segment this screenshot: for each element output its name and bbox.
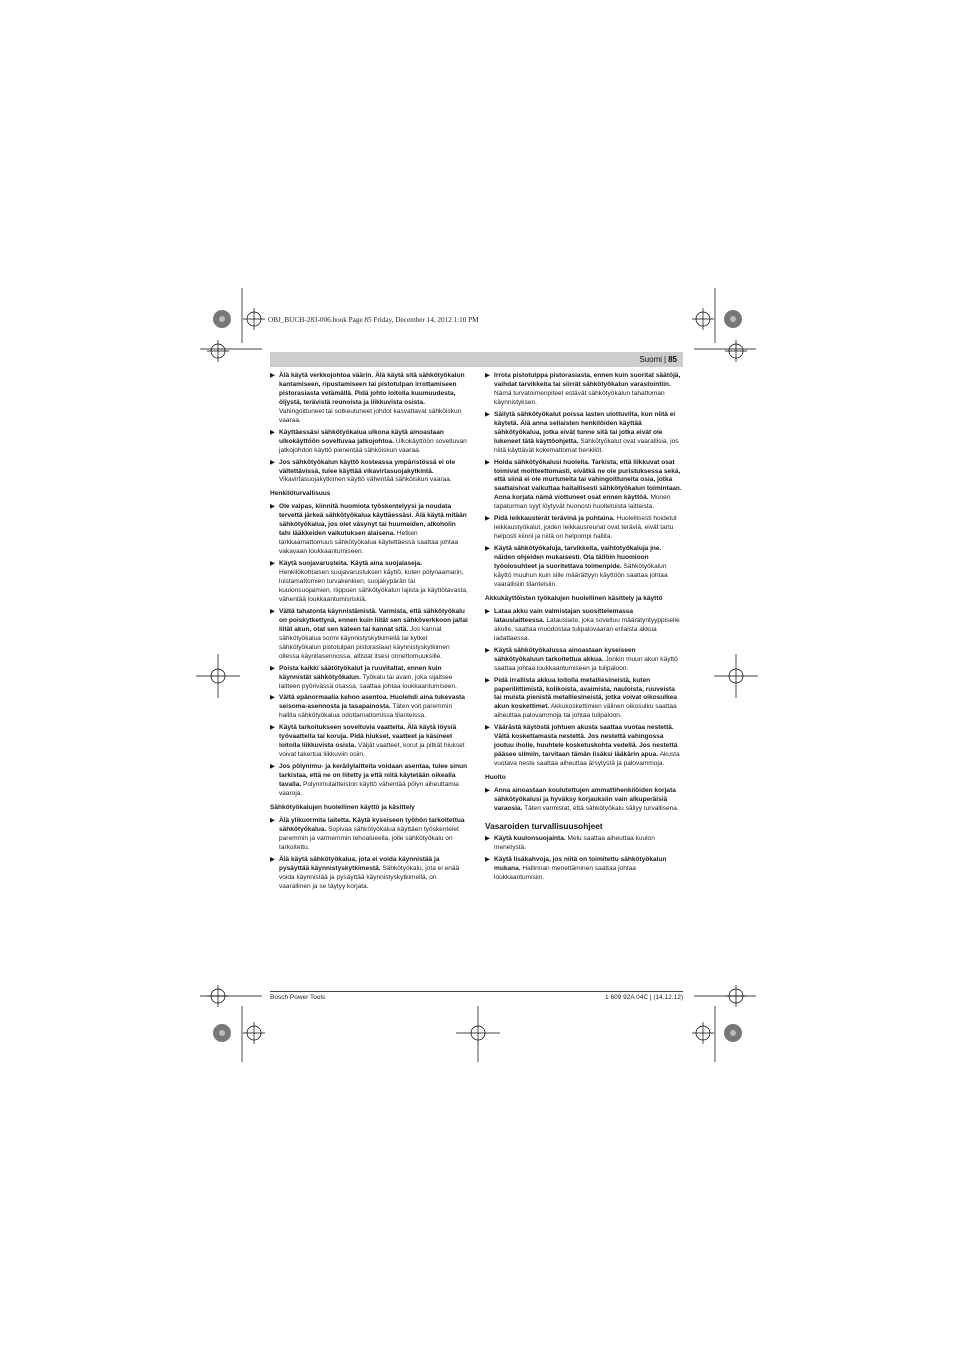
explanation-text: Sähkötyökalu, jota ei enää voida käynnistää ja pysäyttää käynnistyskytkimellä, on vaarallinen ja se täytyy korjata. (279, 864, 460, 890)
warning-text: Poista kaikki säätötyökalut ja ruuvitaltat, ennen kuin käynnistät sähkötyökalun. (279, 664, 442, 681)
warning-text: Älä käytä verkkojohtoa väärin. Älä käytä sitä sähkötyökalun kantamiseen, ripustamiseen tai pistotulpan irrottamiseen pistorasiasta vetämällä. Pidä johto loitolla kuumuudesta, öljystä, terävistä reunoista ja liikkuvista osista. (279, 372, 465, 406)
explanation-text: Täten voit paremmin hallita sähkötyökalua odottamattomissa tilanteissa. (279, 703, 453, 720)
warning-text: Käytä lisäkahvoja, jos niitä on toimitettu sähkötyökalun mukana. (494, 855, 667, 872)
warning-text: Säilytä sähkötyökalut poissa lasten ulottuvilta, kun niitä ei käytetä. Älä anna sellaisten henkilöiden käyttää sähkötyökalua, jotka eivät tunne sitä tai jotka eivät ole lukeneet tätä käyttöohjetta. (494, 410, 676, 445)
warning-text: Käytä kuulonsuojainta. (494, 834, 566, 842)
warning-text: Käyttäessäsi sähkötyökalua ulkona käytä ainoastaan ulkokäyttöön soveltuvaa jatkojohtoa. (279, 428, 444, 445)
list-item (270, 763, 468, 799)
bullet-arrow-icon: ▶ (270, 428, 275, 436)
header-text (639, 354, 677, 365)
list-item (485, 372, 683, 408)
left-column (270, 372, 468, 895)
footer-doc-number: 1 609 92A 04C | (14.12.12) (605, 994, 683, 1001)
bullet-arrow-icon: ▶ (270, 503, 275, 511)
list-item (485, 677, 683, 722)
list-item (485, 608, 683, 644)
footer-rule (270, 991, 683, 992)
list-item (485, 545, 683, 590)
bullet-arrow-icon: ▶ (270, 724, 275, 732)
explanation-text: Täten varmistat, että sähkötyökalu säilyy turvallisena. (522, 804, 679, 812)
explanation-text: Nämä turvatoimenpiteet estävät sähkötyökalun tahattoman käynnistyksen. (494, 389, 665, 406)
bullet-arrow-icon: ▶ (270, 372, 275, 379)
list-item (485, 459, 683, 513)
bullet-arrow-icon: ▶ (270, 694, 275, 702)
bullet-arrow-icon: ▶ (485, 646, 490, 654)
bullet-arrow-icon: ▶ (270, 816, 275, 824)
header-separator: | (664, 355, 667, 364)
list-item (270, 503, 468, 557)
bullet-arrow-icon: ▶ (485, 724, 490, 732)
list-item (270, 817, 468, 853)
explanation-text: Ulkokäyttöön soveltuvan jatkojohdon käyttö pienentää sähköiskun vaaraa. (279, 437, 467, 454)
explanation-text: Vikavirtasuojakytkimen käyttö vähentää sähköiskun vaaraa. (279, 476, 452, 484)
bullet-arrow-icon: ▶ (270, 607, 275, 615)
warning-text: Pidä irrallista akkua loitolla metalliesineistä, kuten paperiliittimistä, kolikoista, avaimista, nauloista, ruuveista tai muista pienistä metalliesineistä, jotka voivat oikosulkea akun koskettimet. (494, 676, 678, 711)
section-title-battery-tools: Akkukäyttöisten työkalujen huolellinen käsittely ja käyttö (485, 594, 663, 602)
bullet-arrow-icon: ▶ (270, 855, 275, 863)
tool-use-list (270, 817, 468, 892)
list-item (270, 429, 468, 456)
section-title-tool-use: Sähkötyökalujen huolellinen käyttö ja käsittely (270, 803, 415, 811)
warning-text: Hoida sähkötyökalusi huolella. Tarkista, että liikkuvat osat toimivat moitteettomasti, eivätkä ne ole puristuksessa sekä, että siinä ei ole murtuneita tai vahingoittuneita osia, jotka saattaisivat vaikuttaa haitallisesti sähkötyökalun toimintaan. Anna korjata nämä viottuneet osat ennen käyttöä. (494, 458, 682, 502)
service-list (485, 787, 683, 814)
explanation-text: Jonkin muun akun käyttö saattaa johtaa loukkaantumiseen ja tulipaloon. (494, 655, 678, 672)
explanation-text: Hetken tarkkaamattomuus sähkötyökalua käytettäessä saattaa johtaa vakavaan loukkaantumiseen. (279, 530, 459, 556)
list-item (270, 694, 468, 721)
list-item (485, 787, 683, 814)
page-number: 85 (668, 355, 677, 364)
warning-text: Anna ainoastaan koulutettujen ammattihenkilöiden korjata sähkötyökalusi ja hyväksy korjauksiin vain alkuperäisiä varaosia. (494, 787, 676, 812)
bullet-arrow-icon: ▶ (485, 855, 490, 863)
explanation-text: Huolellisesti hoidetut leikkaustyökalut, joiden leikkausreunat ovat teräviä, eivät tartu helposti kiinni ja niitä on helpompi hallita. (494, 515, 677, 541)
bullet-arrow-icon: ▶ (485, 545, 490, 553)
explanation-text: Vahingoittuneet tai sotkeutuneet johdot kasvattavat sähköiskun vaaraa. (279, 407, 462, 424)
bullet-arrow-icon: ▶ (485, 458, 490, 466)
warning-text: Väärästä käytöstä johtuen akusta saattaa vuotaa nestettä. Vältä koskettamasta nestettä. Jos nestettä vahingossa joutuu iholle, huuhtele kosketuskohta vedellä. Jos nestettä pääsee silmiin, tarvitaan tämän lisäksi lääkärin apua. (494, 724, 678, 759)
warning-text: Ole valpas, kiinnitä huomiota työskentelyysi ja noudata tervettä järkeä sähkötyökalua käyttäessäsi. Älä käytä mitään sähkötyökalua, jos olet väsynyt tai huumeiden, alkoholin tahi lääkkeiden vaikutuksen alaisena. (279, 503, 467, 538)
bullet-arrow-icon: ▶ (270, 763, 275, 771)
footer-brand: Bosch Power Tools (270, 994, 326, 1001)
personal-safety-list (270, 503, 468, 799)
explanation-text: Melu saattaa aiheuttaa kuulon menetystä. (494, 834, 655, 851)
warning-text: Käytä sähkötyökalussa ainoastaan kyseiseen sähkötyökaluun tarkoitettua akkua. (494, 646, 636, 663)
explanation-text: Monen tapaturman syyt löytyvät huonosti huoltetuista laitteista. (494, 494, 671, 511)
warning-text: Lataa akku vain valmistajan suosittelemassa latauslaitteessa. (494, 607, 634, 624)
bullet-arrow-icon: ▶ (485, 676, 490, 684)
list-item (485, 647, 683, 674)
list-item (270, 560, 468, 605)
warning-text: Käytä suojavarusteita. Käytä aina suojalaseja. (279, 560, 423, 568)
battery-tools-list (485, 608, 683, 769)
list-item (270, 608, 468, 662)
list-item (485, 856, 683, 883)
print-slug: OBJ_BUCH-283-006.book Page 85 Friday, December 14, 2012 1:10 PM (268, 316, 479, 324)
section-title-personal-safety: Henkilöturvallisuus (270, 490, 331, 498)
warning-text: Älä käytä sähkötyökalua, jota ei voida käynnistää ja pysäyttää käynnistyskytkimestä. (279, 855, 440, 872)
warning-text: Irrota pistotulppa pistorasiasta, ennen kuin suoritat säätöjä, vaihdat tarvikkeita tai siirrät sähkötyökalun varastointiin. (494, 372, 681, 388)
explanation-text: Jos kannat sähkötyökalua sormi käynnistyskytkimellä tai kytket sähkötyökalun pistotulpan pistorasiaan käynnistyskytkimen ollessa käyntiasennossa, altistat itsesi onnettomuuksille. (279, 625, 450, 660)
section-title-hammer-safety: Vasaroiden turvallisuusohjeet (485, 820, 603, 831)
warning-text: Vältä tahatonta käynnistämistä. Varmista, että sähkötyökalu on poiskytkettynä, ennen kuin liität sen sähköverkkoon ja/tai liität akun, otat sen käteen tai kannat sitä. (279, 607, 468, 633)
hammer-safety-list (485, 835, 683, 883)
explanation-text: Polynimulaitteiston käyttö vähentää pölyn aiheuttamia vaaroja. (279, 781, 459, 797)
right-column (485, 372, 683, 886)
list-item (485, 515, 683, 542)
explanation-text: Akusta vuotava neste saattaa aiheuttaa ärsytystä ja palovammoja. (494, 751, 680, 768)
explanation-text: Väljät vaatteet, korut ja pitkät hiukset voivat takertua liikkuviin osiin. (279, 742, 465, 759)
warning-text: Jos sähkötyökalun käyttö kosteassa ympäristössä ei ole vältettävissä, tulee käyttää vikavirtasuojakytkintä. (279, 458, 456, 475)
left-intro-list (270, 372, 468, 485)
list-item (485, 724, 683, 769)
section-title-service: Huolto (485, 774, 506, 782)
list-item (270, 724, 468, 760)
explanation-text: Sähkötyökalut ovat vaarallisia, jos niitä käyttävät kokemattomat henkilöt. (494, 437, 679, 454)
explanation-text: Sopivaa sähkötyökalua käyttäen työskentelet paremmin ja varmemmin tehoalueella, jolle sähkötyökalu on tarkoitettu. (279, 825, 459, 851)
warning-text: Käytä sähkötyökaluja, tarvikkeita, vaihtotyökaluja jne. näiden ohjeiden mukaisesti. Ota tällöin huomioon työolosuhteet ja suoritettava toimenpide. (494, 545, 662, 571)
warning-text: Älä ylikuormita laitetta. Käytä kyseiseen työhön tarkoitettua sähkötyökalua. (279, 816, 465, 833)
list-item (485, 835, 683, 853)
bullet-arrow-icon: ▶ (485, 372, 490, 379)
bullet-arrow-icon: ▶ (485, 410, 490, 418)
list-item (270, 372, 468, 426)
explanation-text: Henkilökohtaisen suojavarustuksen käyttö, kuten pölynaamarin, luistamattomien turvakenkien, suojakypärän tai kuulonsuojaimien, riippuen sähkötyökalun lajista ja käyttötavasta, vähentää loukkaantumisriskiä. (279, 569, 468, 603)
explanation-text: Latauslaite, joka soveltuu määrätyntyyppiselle akulle, saattaa muodostaa tulipalovaaran erilaista akkua ladattaessa. (494, 616, 680, 642)
bullet-arrow-icon: ▶ (270, 560, 275, 568)
header-language: Suomi (639, 355, 663, 364)
right-intro-list (485, 372, 683, 590)
explanation-text: Sähkötyökalun käyttö muuhun kuin sille määrättyyn käyttöön saattaa johtaa vaarallisiin tilanteisiin. (494, 563, 668, 588)
warning-text: Vältä epänormaalia kehon asentoa. Huolehdi aina tukevasta seisoma-asennosta ja tasapainosta. (279, 694, 465, 711)
warning-text: Käytä tarkoitukseen soveltuvia vaatteita. Älä käytä löysiä työvaatteita tai koruja. Pidä hiukset, vaatteet ja käsineet loitolla liikkuvista osista. (279, 724, 457, 750)
bullet-arrow-icon: ▶ (485, 515, 490, 523)
bullet-arrow-icon: ▶ (485, 607, 490, 615)
list-item (485, 411, 683, 456)
list-item (270, 459, 468, 486)
list-item (270, 665, 468, 692)
explanation-text: Hallinnan menettäminen saattaa johtaa loukkaantumisiin. (494, 864, 636, 881)
bullet-arrow-icon: ▶ (270, 458, 275, 466)
bullet-arrow-icon: ▶ (270, 664, 275, 672)
warning-text: Pidä leikkausterät terävinä ja puhtaina. (494, 515, 615, 523)
warning-text: Jos pölynimu- ja keräilylaitteita voidaan asentaa, tulee sinun tarkistaa, että ne on liitetty ja että niitä käytetään oikealla tavalla. (279, 763, 468, 789)
bullet-arrow-icon: ▶ (485, 834, 490, 842)
list-item (270, 856, 468, 892)
bullet-arrow-icon: ▶ (485, 787, 490, 795)
page-header (270, 352, 683, 367)
explanation-text: Akkukoskettimien välinen oikosulku saattaa aiheuttaa palovammoja tai johtaa tulipaloon. (494, 703, 677, 720)
explanation-text: Työkalu tai avain, joka sijaitsee laitteen pyörivässä osassa, saattaa johtaa loukkaantumiseen. (279, 673, 457, 690)
